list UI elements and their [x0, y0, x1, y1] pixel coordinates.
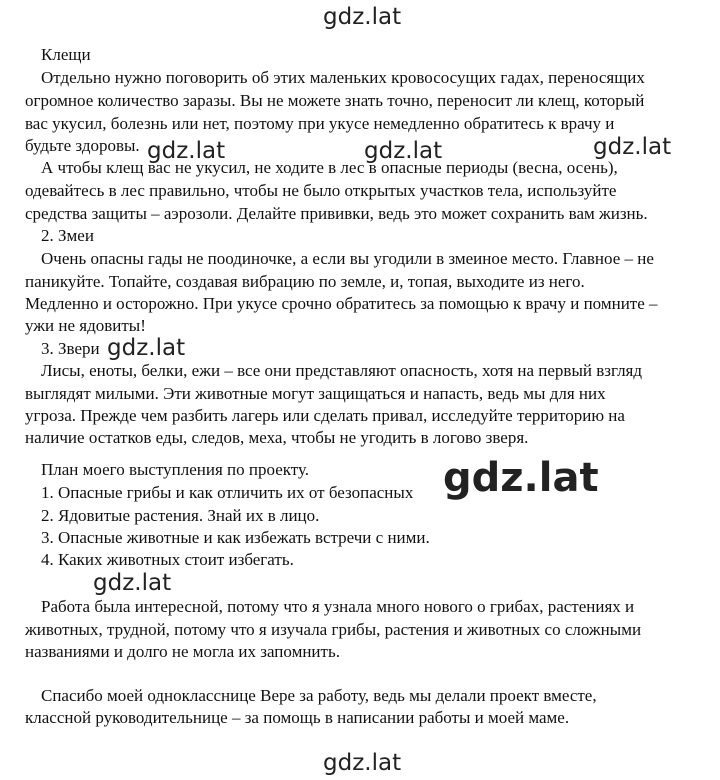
paragraph-line: наличие остатков еды, следов, меха, чтобы не угодить в логово зверя. — [25, 428, 529, 447]
paragraph-line: Отдельно нужно поговорить об этих маленьких кровососущих гадах, переносящих — [41, 68, 645, 87]
plan-item: 2. Ядовитые растения. Знай их в лицо. — [41, 506, 320, 525]
paragraph-line: ужи не ядовиты! — [25, 316, 146, 335]
paragraph-line: Медленно и осторожно. При укусе срочно обратитесь за помощью к врачу и помните – — [25, 294, 658, 313]
paragraph-line: А чтобы клещ вас не укусил, не ходите в лес в опасные периоды (весна, осень), — [41, 158, 618, 177]
watermark-text: gdz.lat — [93, 570, 172, 596]
paragraph-line: угроза. Прежде чем разбить лагерь или сделать привал, исследуйте территорию на — [25, 406, 625, 425]
watermark-text: gdz.lat — [323, 4, 402, 30]
watermark-text: gdz.lat — [443, 455, 599, 501]
section-heading: 2. Змеи — [41, 226, 94, 245]
plan-item: 4. Каких животных стоит избегать. — [41, 550, 294, 569]
paragraph-line: выглядят милыми. Эти животные могут защищаться и напасть, ведь мы для них — [25, 384, 606, 403]
paragraph-line: одевайтесь в лес правильно, чтобы не было открытых участков тела, используйте — [25, 181, 617, 200]
plan-item: 3. Опасные животные и как избежать встречи с ними. — [41, 528, 430, 547]
watermark-text: gdz.lat — [147, 138, 226, 164]
paragraph-line: Лисы, еноты, белки, ежи – все они представляют опасность, хотя на первый взгляд — [41, 361, 643, 380]
watermark-text: gdz.lat — [107, 335, 186, 361]
paragraph-line: вас укусил, болезнь или нет, поэтому при укусе немедленно обратитесь к врачу и — [25, 114, 615, 133]
paragraph-line: Очень опасны гады не поодиночке, а если вы угодили в змеиное место. Главное – не — [41, 249, 654, 268]
paragraph-line: животных, трудной, потому что я изучала грибы, растения и животных со сложными — [25, 620, 642, 639]
paragraph-line: паникуйте. Топайте, создавая вибрацию по земле, и, топая, выходите из него. — [25, 272, 585, 291]
watermark-text: gdz.lat — [364, 138, 443, 164]
paragraph-line: Работа была интересной, потому что я узнала много нового о грибах, растениях и — [41, 597, 635, 616]
plan-heading: План моего выступления по проекту. — [41, 460, 310, 479]
paragraph-line: средства защиты – аэрозоли. Делайте прививки, ведь это может сохранить вам жизнь. — [25, 204, 648, 223]
section-heading: 3. Звери — [41, 339, 100, 358]
section-heading: Клещи — [41, 45, 91, 64]
paragraph-line: названиями и долго не могла их запомнить. — [25, 642, 340, 661]
paragraph-line: Спасибо моей однокласснице Вере за работу, ведь мы делали проект вместе, — [41, 686, 597, 705]
paragraph-line: будьте здоровы. — [25, 136, 140, 155]
plan-item: 1. Опасные грибы и как отличить их от безопасных — [41, 483, 414, 502]
watermark-text: gdz.lat — [323, 750, 402, 776]
paragraph-line: огромное количество заразы. Вы не можете знать точно, переносит ли клещ, который — [25, 91, 645, 110]
watermark-text: gdz.lat — [593, 134, 672, 160]
paragraph-line: классной руководительнице – за помощь в написании работы и моей маме. — [25, 708, 570, 727]
